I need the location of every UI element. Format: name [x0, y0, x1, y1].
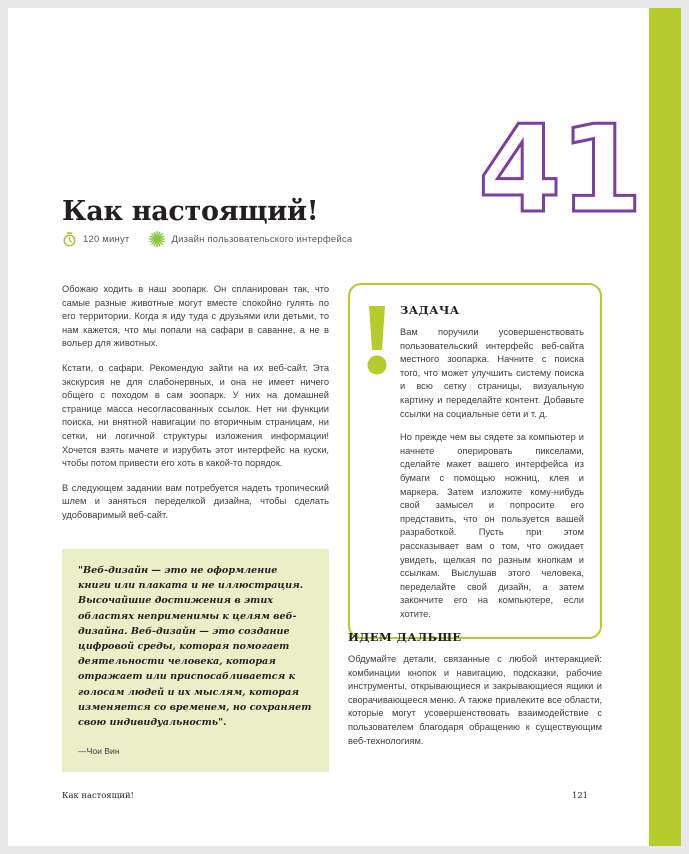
quote-text: "Веб-дизайн — это не оформление книги или плаката и не иллюстрация. Высочайшие достижения в этих областях неприменимы к целям веб-дизайна. Веб-дизайн — это создание цифровой среды, которая помогает деятельности человека, которая отражает или приспосабливается к голосам людей и их мыслям, которая изменяется со временем, но сохраняет свою индивидуальность". — [78, 565, 312, 729]
asterisk-icon — [149, 231, 165, 247]
next-section-paragraph: Обдумайте детали, связанные с любой интеракцией: комбинации кнопок и навигацию, подсказки, рабочие инструменты, открывающиеся и закрывающиеся ящики и сворачивающееся меню. А также привлеките все области, которые могут усовершенствовать взаимодействие с пользователем благодаря обращению к существующим веб-технологиям. — [348, 654, 602, 746]
exclamation-icon — [366, 303, 388, 621]
category-label: Дизайн пользовательского интерфейса — [171, 233, 353, 245]
meta-item-duration — [62, 232, 129, 247]
left-column — [62, 283, 329, 534]
footer-running-title: Как настоящий! — [62, 790, 134, 800]
page-title: Как настоящий! — [62, 196, 319, 228]
body-paragraph: Кстати, о сафари. Рекомендую зайти на их веб-сайт. Эта экскурсия не для слабонервных, и она не имеет ничего общего с походом в сам зоопарк. У них на домашней странице масса несогласованных ссылок. Нет ни функции поиска, ни внятной навигации по вторичным страницам, ни сетки, ни логичной структуры изложения информации! Хочется взять мачете и изрубить этот интерфейс на куски, чтобы потом привести его хоть в какой-то порядок. — [62, 362, 329, 469]
quote-attribution: —Чои Вин — [78, 746, 120, 757]
task-heading: ЗАДАЧА — [400, 303, 460, 317]
right-edge-green-bar — [649, 8, 681, 846]
next-section-heading: ИДЕМ ДАЛЬШЕ — [348, 630, 462, 644]
duration-label: 120 минут — [83, 233, 130, 245]
task-body — [400, 303, 584, 621]
task-paragraph: Вам поручили усовершенствовать пользовательский интерфейс веб-сайта местного зоопарка. Начните с поиска того, что может улучшить систему поиска и всю сетку страницы, визуальную картину и переделайте контент. Добавьте ссылки на социальные сети и т. д. — [400, 327, 584, 419]
body-paragraph: Обожаю ходить в наш зоопарк. Он спланирован так, что самые разные животные могут вместе спокойно гулять по его территории. Когда я иду туда с друзьями или детьми, то нам кажется, что мы попали на сафари в саванне, а не в вольер для животных. — [62, 284, 329, 349]
task-box — [348, 283, 602, 639]
right-edge-white-gap — [643, 8, 649, 846]
footer-page-number: 121 — [572, 790, 588, 800]
body-paragraph: В следующем задании вам потребуется надеть тропический шлем и заняться переделкой дизайна, чтобы сделать удобоваримый веб-сайт. — [62, 482, 329, 520]
task-paragraph: Но прежде чем вы сядете за компьютер и начнете оперировать пикселами, сделайте макет вашего интерфейса из бумаги с помощью ножниц, клея и маркера. Затем изложите кому-нибудь свой замысел и попросите его представить, что он пользуется вашей разработкой. Пусть при этом рассказывает вам о том, что ожидает увидеть, щелкая по разным кнопкам и ссылкам. Выслушав этого человека, переделайте свой дизайн, а затем закончите его на компьютере, если хотите. — [400, 432, 584, 619]
clock-icon — [62, 232, 77, 247]
quote-box — [62, 549, 329, 772]
meta-row — [62, 231, 352, 247]
next-section — [348, 630, 602, 748]
chapter-number: 41 — [478, 101, 641, 240]
meta-item-category — [149, 231, 352, 247]
